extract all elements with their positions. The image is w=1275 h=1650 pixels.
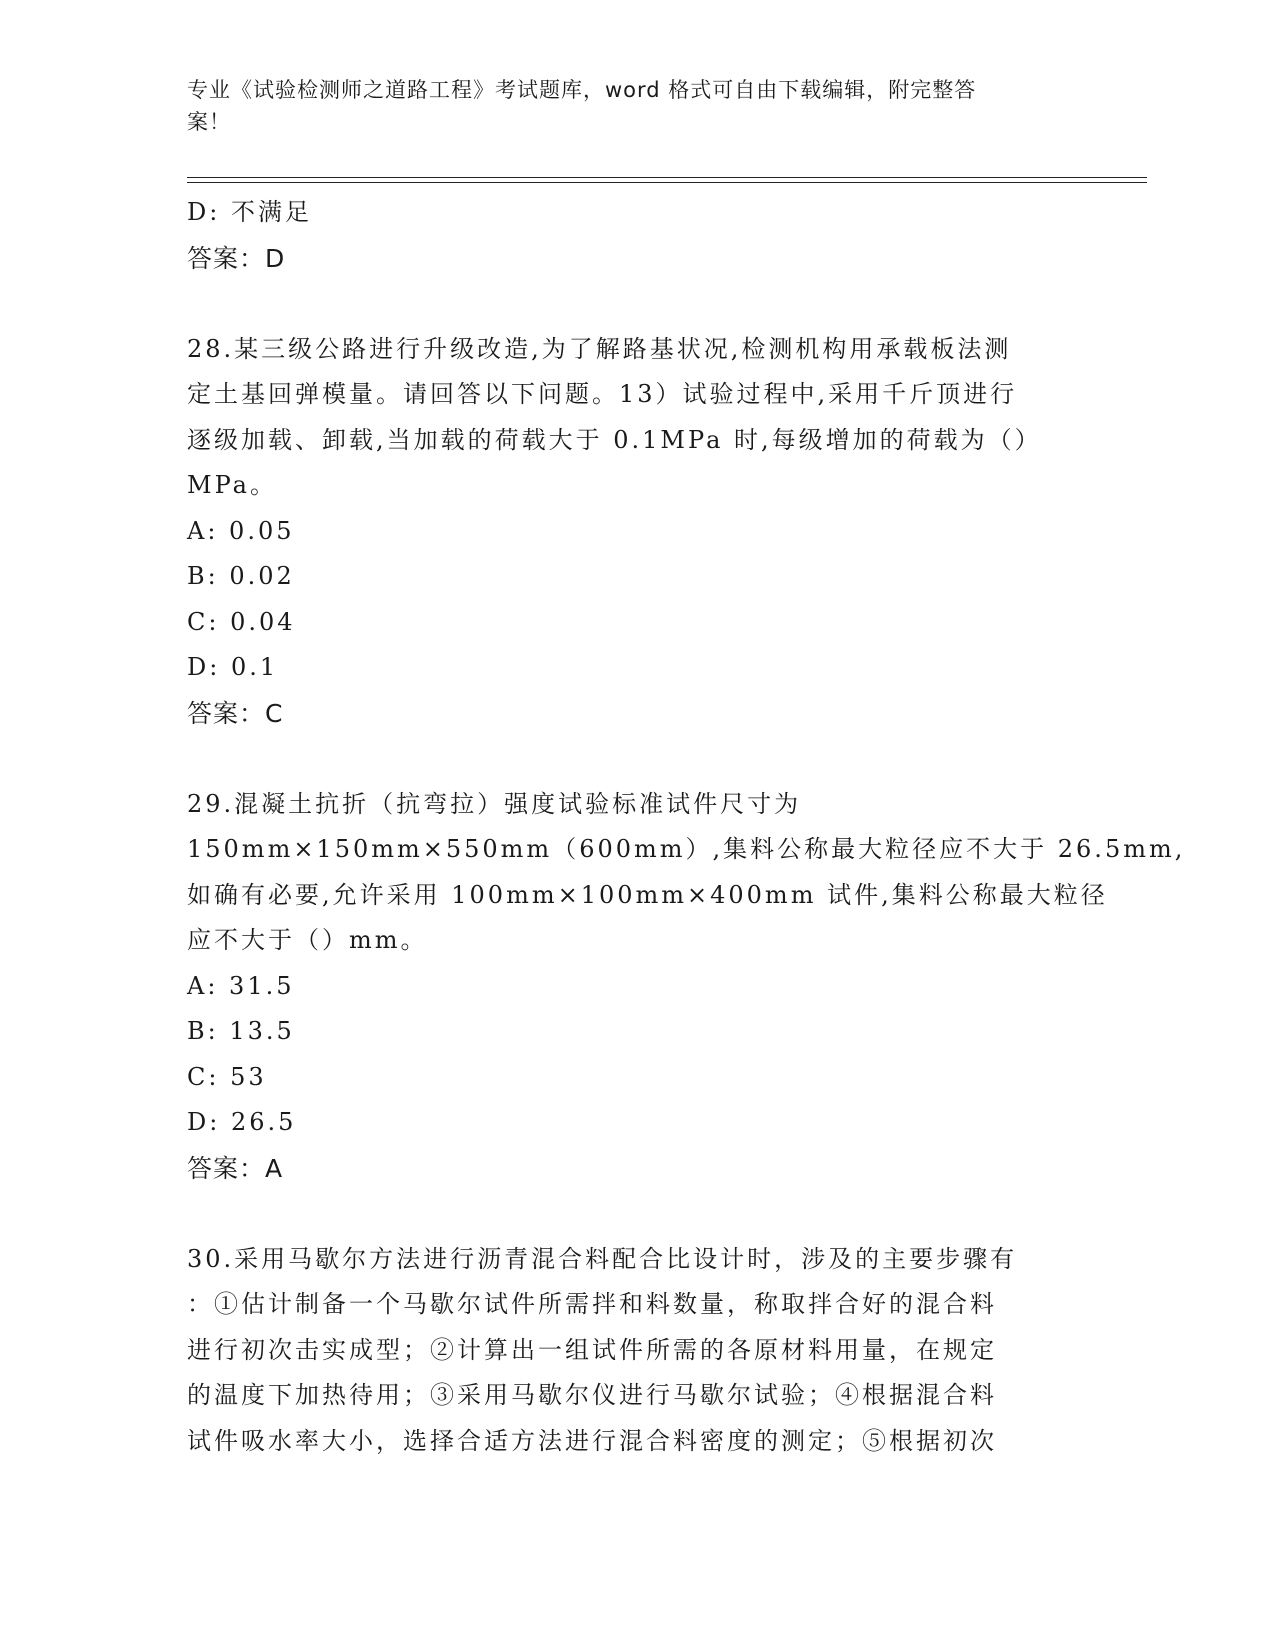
header-rule-bottom [187,182,1147,183]
question-text-line: 的温度下加热待用；③采用马歇尔仪进行马歇尔试验；④根据混合料 [187,1381,997,1409]
question-text-line: 如确有必要,允许采用 100mm×100mm×400mm 试件,集料公称最大粒径 [187,880,1108,909]
page-header [187,74,1067,138]
question-text-line: 进行初次击实成型；②计算出一组试件所需的各原材料用量，在规定 [187,1335,997,1364]
option-b: B: 13.5 [187,1017,295,1045]
question-text-line: 150mm×150mm×550mm（600mm）,集料公称最大粒径应不大于 26.5mm, [187,835,1186,863]
option-c: C: 0.04 [187,607,296,636]
question-text-line: 定土基回弹模量。请回答以下问题。13）试验过程中,采用千斤顶进行 [187,380,1018,408]
question-text-line: 应不大于（）mm。 [187,926,428,954]
answer-line: 答案：C [187,698,284,728]
question-text-line: 29.混凝土抗折（抗弯拉）强度试验标准试件尺寸为 [187,789,802,818]
header-rule-top [187,177,1147,178]
option-b: B: 0.02 [187,562,295,590]
question-text-line: 试件吸水率大小，选择合适方法进行混合料密度的测定；⑤根据初次 [187,1426,997,1455]
spacer [187,281,1067,327]
question-text-line: 30.采用马歇尔方法进行沥青混合料配合比设计时，涉及的主要步骤有 [187,1244,1018,1273]
option-a: A: 31.5 [187,971,295,1000]
option-d: D: 26.5 [187,1108,297,1136]
option-d: D: 0.1 [187,653,279,681]
question-28 [187,327,1067,737]
question-29 [187,782,1186,1192]
spacer [187,736,1067,782]
question-text-line: 逐级加载、卸载,当加载的荷载大于 0.1MPa 时,每级增加的荷载为（） [187,425,1042,454]
option-a: A: 0.05 [187,516,295,545]
answer-line: 答案：D [187,243,286,273]
question-30 [187,1237,1067,1465]
header-line-1: 专业《试验检测师之道路工程》考试题库，word 格式可自由下载编辑，附完整答 [187,78,977,102]
answer-line: 答案：A [187,1153,284,1183]
question-text-line: MPa。 [187,471,277,499]
previous-question-tail [187,190,1067,281]
question-text-line: ：①估计制备一个马歇尔试件所需拌和料数量，称取拌合好的混合料 [187,1290,997,1318]
document-body [187,190,1186,1464]
option-c: C: 53 [187,1062,267,1091]
option-d: D: 不满足 [187,198,312,226]
question-text-line: 28.某三级公路进行升级改造,为了解路基状况,检测机构用承载板法测 [187,334,1012,363]
spacer [187,1191,1067,1237]
header-line-2: 案！ [187,110,231,134]
